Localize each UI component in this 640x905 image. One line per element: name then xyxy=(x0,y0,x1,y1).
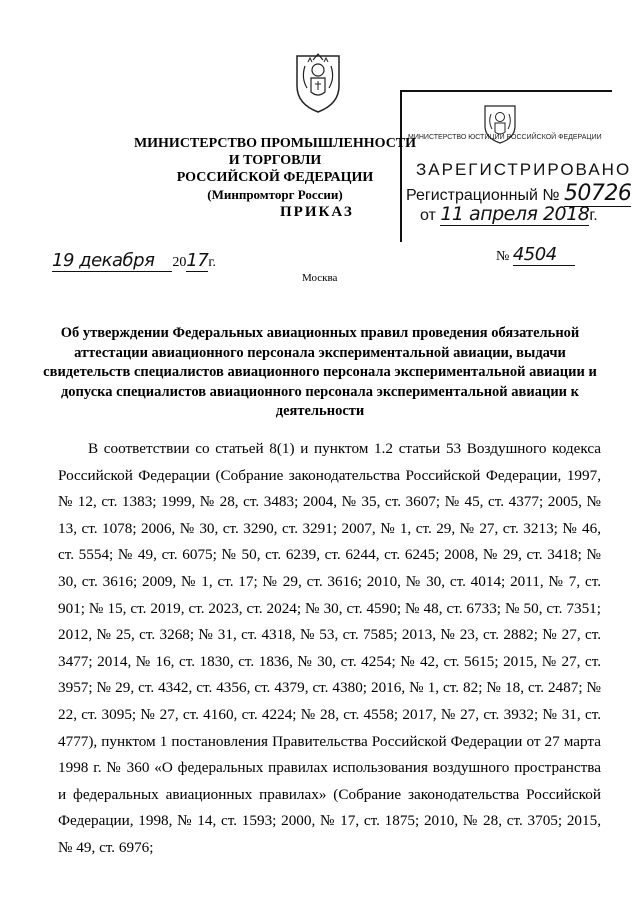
city-label: Москва xyxy=(302,272,338,284)
body-paragraph: В соответствии со статьей 8(1) и пунктом 1.2 статьи 53 Воздушного кодекса Российской Федерации (Собрание законодательства Российской Федерации, 1997, № 12, ст. 1383; 1999, № 28, ст. 3483; 2004, № 35, ст. 3607; № 45, ст. 4377; 2005, № 13, ст. 1078; 2006, № 30, ст. 3290, ст. 3291; 2007, № 1, ст. 29, № 27, ст. 3213; № 46, ст. 5554; № 49, ст. 6075; № 50, ст. 6239, ст. 6244, ст. 6245; 2008, № 29, ст. 3418; № 30, ст. 3616; 2009, № 1, ст. 17; № 29, ст. 3616; 2010, № 30, ст. 4014; 2011, № 7, ст. 901; № 15, ст. 2019, ст. 2023, ст. 2024; № 30, ст. 4590; № 48, ст. 6733; № 50, ст. 7351; 2012, № 25, ст. 3268; № 31, ст. 4318, № 53, ст. 7585; 2013, № 23, ст. 2882; № 27, ст. 3477; 2014, № 16, ст. 1830, ст. 1836, № 30, ст. 4254; № 42, ст. 5615; 2015, № 27, ст. 3957; № 29, ст. 4342, ст. 4356, ст. 4379, ст. 4380; 2016, № 1, ст. 82; № 18, ст. 2487; № 22, ст. 3095; № 27, ст. 4160, ст. 4224; № 28, ст. 4558; 2017, № 27, ст. 3932; № 31, ст. 4777), пунктом 1 постановления Правительства Российской Федерации от 27 марта 1998 г. № 360 «О федеральных правилах использования воздушного пространства и федеральных авиационных правилах» (Собрание законодательства Российской Федерации, 1998, № 14, ст. 1593; 2000, № 17, ст. 1875; 2010, № 28, ст. 3705; 2015, № 49, ст. 6976; xyxy=(58,440,601,856)
order-date xyxy=(52,250,216,272)
order-year-suffix: г. xyxy=(208,255,216,270)
ministry-name-line2: РОССИЙСКОЙ ФЕДЕРАЦИИ xyxy=(176,170,374,185)
stamp-date: 11 апреля 2018 xyxy=(440,203,590,225)
order-number xyxy=(496,244,575,266)
stamp-reg-number: 50726 xyxy=(563,181,632,206)
stamp-ministry-text: МИНИСТЕРСТВО ЮСТИЦИИ РОССИЙСКОЙ ФЕДЕРАЦИИ xyxy=(408,134,602,141)
ministry-short-name: (Минпромторг России) xyxy=(207,187,343,202)
order-year-prefix: 20 xyxy=(172,255,187,270)
stamp-registered-label: ЗАРЕГИСТРИРОВАНО xyxy=(416,160,632,179)
order-number-handwritten: 4504 xyxy=(513,244,575,266)
russian-coat-of-arms-icon xyxy=(291,48,345,114)
order-year-handwritten: 17 xyxy=(186,250,209,271)
ministry-header xyxy=(130,135,420,203)
document-body xyxy=(58,436,601,862)
stamp-date-suffix: г. xyxy=(589,207,598,224)
stamp-date-prefix: от xyxy=(420,207,436,224)
order-number-label: № xyxy=(496,249,510,264)
order-title: ПРИКАЗ xyxy=(280,204,354,220)
order-date-handwritten: 19 декабря xyxy=(52,250,155,271)
stamp-reg-number-label: Регистрационный № xyxy=(406,187,560,204)
stamp-date-row xyxy=(420,203,598,226)
document-title: Об утверждении Федеральных авиационных правил проведения обязательной аттестации авиационного персонала экспериментальной авиации, выдачи свидетельств специалистов авиационного персонала экспериментальной авиации и допуска специалистов авиационного персонала экспериментальной авиации к деятельности xyxy=(43,325,597,419)
ministry-name-line1: МИНИСТЕРСТВО ПРОМЫШЛЕННОСТИ И ТОРГОВЛИ xyxy=(133,136,417,168)
